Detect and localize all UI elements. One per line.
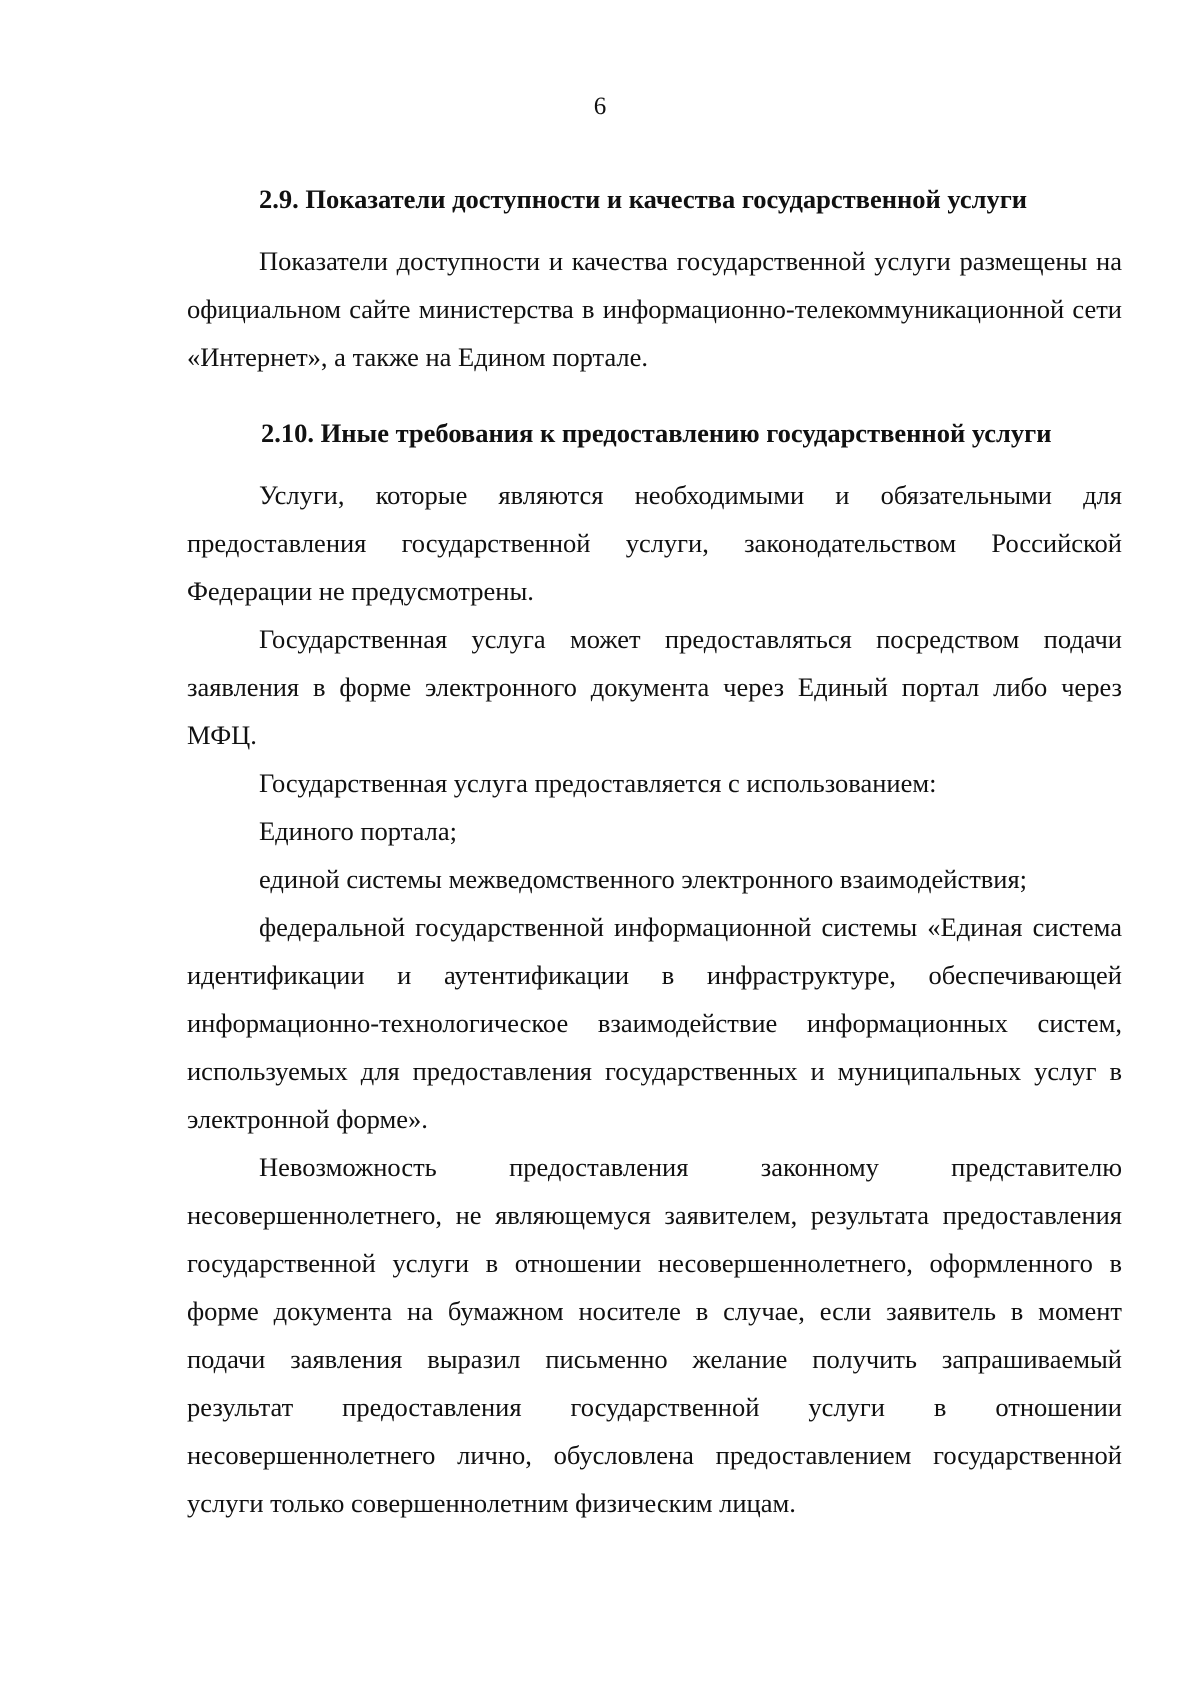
page-number: 6 [593, 93, 607, 120]
paragraph: Государственная услуга предоставляется с использованием: [259, 768, 937, 798]
list-item: федеральной государственной информационной системы «Единая система идентификации и аутентификации в инфраструктуре, обеспечивающей информационно-технологическое взаимодействие информационных систем, используемых для предоставления государственных и муниципальных услуг в электронной форме». [187, 912, 1122, 1134]
paragraph: Государственная услуга может предоставляться посредством подачи заявления в форме электронного документа через Единый портал либо через МФЦ. [187, 624, 1122, 750]
document-body [187, 175, 1122, 1527]
list-item: единой системы межведомственного электронного взаимодействия; [259, 864, 1028, 894]
list-item: Единого портала; [259, 816, 457, 846]
paragraph: Показатели доступности и качества государственной услуги размещены на официальном сайте министерства в информационно-телекоммуникационной сети «Интернет», а также на Едином портале. [187, 246, 1122, 372]
paragraph: Услуги, которые являются необходимыми и обязательными для предоставления государственной услуги, законодательством Российской Федерации не предусмотрены. [187, 480, 1122, 606]
section-heading-2-10: 2.10. Иные требования к предоставлению государственной услуги [261, 418, 1052, 448]
section-heading-2-9: 2.9. Показатели доступности и качества государственной услуги [259, 184, 1028, 214]
paragraph: Невозможность предоставления законному представителю несовершеннолетнего, не являющемуся заявителем, результата предоставления государственной услуги в отношении несовершеннолетнего, оформленного в форме документа на бумажном носителе в случае, если заявитель в момент подачи заявления выразил письменно желание получить запрашиваемый результат предоставления государственной услуги в отношении несовершеннолетнего лично, обусловлена предоставлением государственной услуги только совершеннолетним физическим лицам. [187, 1152, 1122, 1518]
